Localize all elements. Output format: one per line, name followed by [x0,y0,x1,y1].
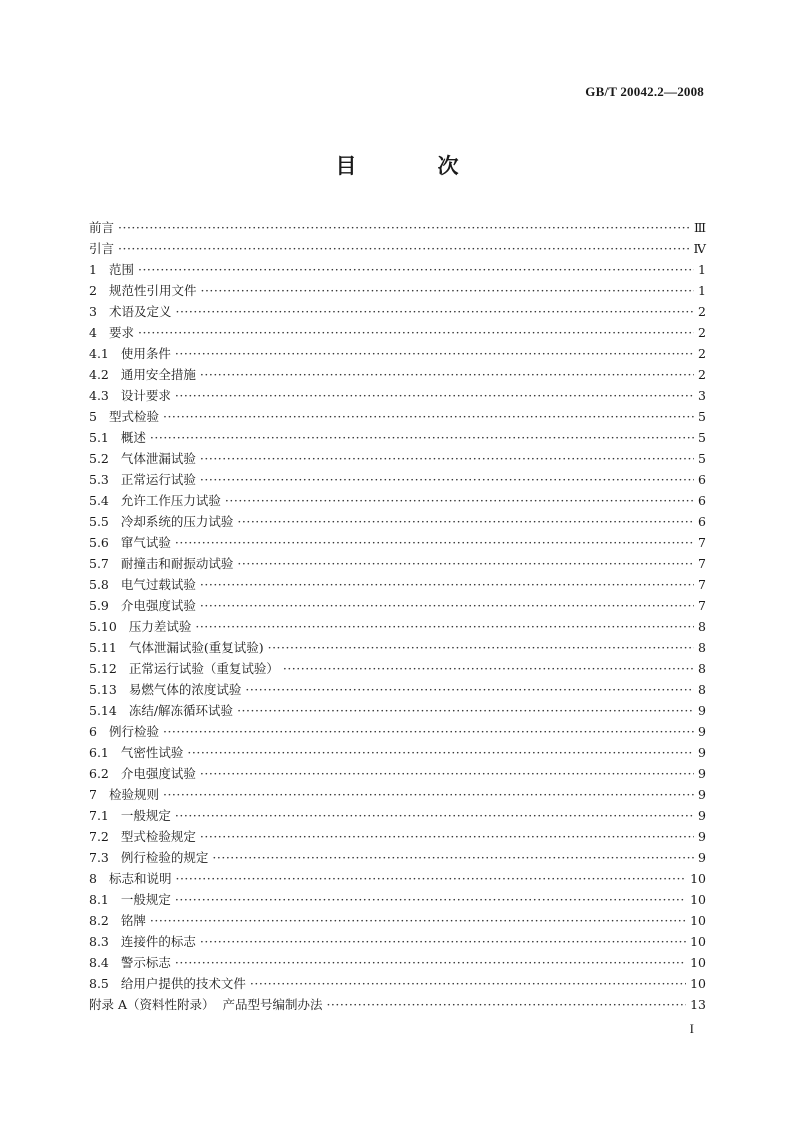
toc-entry[interactable] [89,532,706,553]
toc-entry[interactable] [89,259,706,280]
toc-leader-dots [163,721,694,742]
toc-leader-dots [245,679,694,700]
toc-entry-number: 8 [89,871,97,886]
toc-entry-number: 4.3 [89,388,109,403]
toc-entry-label: 气体泄漏试验(重复试验) [128,640,264,655]
standard-code: GB/T 20042.2—2008 [585,84,704,99]
toc-leader-dots [163,784,694,805]
toc-leader-dots [195,616,694,637]
toc-entry-page: 10 [690,955,706,970]
toc-entry[interactable] [89,490,706,511]
toc-entry-label: 正常运行试验（重复试验） [128,661,279,676]
toc-entry-label: 介电强度试验 [120,598,196,613]
toc-entry-number: 5.10 [89,619,117,634]
toc-entry-number: 5.7 [89,556,109,571]
toc-entry-label: 易燃气体的浓度试验 [128,682,242,697]
toc-entry[interactable] [89,742,706,763]
toc-entry-page: 9 [698,724,706,739]
toc-entry-number: 7.1 [89,808,109,823]
toc-leader-dots [175,343,694,364]
toc-entry-page: 3 [698,388,706,403]
toc-entry[interactable] [89,385,706,406]
toc-leader-dots [138,322,694,343]
toc-entry-page: 10 [690,976,706,991]
toc-entry[interactable] [89,427,706,448]
toc-entry-number: 7.2 [89,829,109,844]
toc-entry-number: 3 [89,304,97,319]
toc-entry-label: 介电强度试验 [120,766,196,781]
toc-entry-number: 5.11 [89,640,117,655]
toc-leader-dots [175,805,694,826]
toc-leader-dots [118,217,690,238]
toc-entry-label: 引言 [89,241,115,256]
toc-entry-page: 8 [698,619,706,634]
toc-entry[interactable] [89,721,706,742]
toc-entry[interactable] [89,931,706,952]
toc-leader-dots [200,448,694,469]
toc-entry-label: 附录 A（资料性附录） 产品型号编制办法 [89,997,323,1012]
toc-entry-number: 5.5 [89,514,109,529]
toc-entry[interactable] [89,406,706,427]
toc-entry-page: 1 [698,283,706,298]
toc-entry[interactable] [89,637,706,658]
toc-entry[interactable] [89,679,706,700]
toc-entry[interactable] [89,805,706,826]
toc-leader-dots [187,742,694,763]
toc-leader-dots [175,868,686,889]
toc-entry[interactable] [89,889,706,910]
toc-entry-number: 5.13 [89,682,117,697]
toc-entry-label: 型式检验规定 [120,829,196,844]
toc-entry-number: 7.3 [89,850,109,865]
toc-entry-page: 9 [698,787,706,802]
toc-entry[interactable] [89,217,706,238]
toc-entry-label: 概述 [120,430,146,445]
toc-entry-number: 4.1 [89,346,109,361]
toc-leader-dots [250,973,686,994]
toc-entry-number: 5.6 [89,535,109,550]
toc-entry-number: 5.12 [89,661,117,676]
toc-leader-dots [212,847,694,868]
toc-entry[interactable] [89,469,706,490]
toc-entry-label: 范围 [108,262,134,277]
toc-entry-number: 8.2 [89,913,109,928]
toc-entry-number: 5.1 [89,430,109,445]
toc-entry-number: 2 [89,283,97,298]
toc-entry[interactable] [89,847,706,868]
toc-entry-page: Ⅲ [693,220,706,235]
page-number: I [689,1021,694,1036]
toc-entry-number: 5.9 [89,598,109,613]
toc-entry-label: 使用条件 [120,346,171,361]
toc-leader-dots [150,910,686,931]
toc-leader-dots [237,511,694,532]
toc-entry-number: 8.4 [89,955,109,970]
toc-entry-number: 8.1 [89,892,109,907]
toc-entry-page: 2 [698,325,706,340]
toc-entry-number: 4.2 [89,367,109,382]
toc-entry-number: 5.8 [89,577,109,592]
toc-entry-number: 4 [89,325,97,340]
toc-entry[interactable] [89,343,706,364]
toc-leader-dots [150,427,694,448]
toc-entry[interactable] [89,301,706,322]
toc-leader-dots [200,364,694,385]
toc-entry-label: 冻结/解冻循环试验 [128,703,234,718]
toc-entry-label: 前言 [89,220,115,235]
toc-entry-page: 1 [698,262,706,277]
toc-entry-page: 7 [698,556,706,571]
toc-entry-page: 10 [690,871,706,886]
toc-entry[interactable] [89,616,706,637]
toc-entry-label: 连接件的标志 [120,934,196,949]
toc-leader-dots [175,952,686,973]
toc-leader-dots [200,469,694,490]
toc-entry[interactable] [89,238,706,259]
toc-leader-dots [200,595,694,616]
toc-entry-label: 例行检验的规定 [120,850,209,865]
toc-entry-label: 标志和说明 [108,871,172,886]
toc-leader-dots [200,763,694,784]
toc-entry-number: 8.5 [89,976,109,991]
toc-leader-dots [200,931,686,952]
toc-entry-number: 6.1 [89,745,109,760]
toc-entry-label: 通用安全措施 [120,367,196,382]
toc-entry-label: 检验规则 [108,787,159,802]
toc-entry-label: 型式检验 [108,409,159,424]
toc-entry-page: 9 [698,850,706,865]
toc-entry-label: 电气过载试验 [120,577,196,592]
toc-entry-number: 5 [89,409,97,424]
table-of-contents [89,217,706,1015]
toc-entry-page: 6 [698,493,706,508]
toc-entry[interactable] [89,994,706,1015]
toc-leader-dots [175,301,694,322]
toc-leader-dots [237,553,694,574]
toc-entry[interactable] [89,595,706,616]
toc-leader-dots [225,490,694,511]
toc-entry-page: 9 [698,703,706,718]
toc-entry-label: 铭牌 [120,913,146,928]
toc-entry-page: 10 [690,892,706,907]
toc-entry[interactable] [89,952,706,973]
toc-entry-number: 7 [89,787,97,802]
toc-leader-dots [175,385,694,406]
toc-entry[interactable] [89,700,706,721]
toc-entry[interactable] [89,280,706,301]
toc-leader-dots [138,259,694,280]
toc-entry-page: 5 [698,451,706,466]
toc-entry-page: 8 [698,640,706,655]
toc-entry-label: 设计要求 [120,388,171,403]
toc-entry[interactable] [89,322,706,343]
toc-entry[interactable] [89,763,706,784]
toc-entry-page: 9 [698,808,706,823]
toc-entry-page: 7 [698,577,706,592]
toc-entry-page: 7 [698,535,706,550]
toc-leader-dots [200,280,694,301]
toc-entry[interactable] [89,868,706,889]
toc-entry-label: 耐撞击和耐振动试验 [120,556,234,571]
toc-entry-page: 7 [698,598,706,613]
toc-entry-page: 5 [698,409,706,424]
toc-entry[interactable] [89,448,706,469]
toc-entry-label: 气体泄漏试验 [120,451,196,466]
toc-entry-label: 气密性试验 [120,745,184,760]
toc-entry-page: 13 [690,997,706,1012]
toc-leader-dots [237,700,694,721]
toc-leader-dots [283,658,694,679]
toc-leader-dots [175,532,694,553]
toc-entry-page: 6 [698,472,706,487]
toc-entry-page: Ⅳ [693,241,706,256]
toc-entry-number: 6 [89,724,97,739]
toc-entry-number: 8.3 [89,934,109,949]
toc-entry[interactable] [89,364,706,385]
toc-leader-dots [200,826,694,847]
toc-entry[interactable] [89,511,706,532]
toc-entry[interactable] [89,973,706,994]
toc-entry-page: 9 [698,745,706,760]
toc-entry-page: 2 [698,346,706,361]
toc-entry-label: 术语及定义 [108,304,172,319]
toc-entry-page: 9 [698,766,706,781]
toc-entry-label: 一般规定 [120,892,171,907]
toc-leader-dots [175,889,686,910]
toc-entry-page: 8 [698,661,706,676]
toc-entry[interactable] [89,553,706,574]
toc-entry[interactable] [89,574,706,595]
toc-entry-page: 6 [698,514,706,529]
toc-entry-label: 例行检验 [108,724,159,739]
toc-entry-label: 允许工作压力试验 [120,493,221,508]
toc-entry-page: 5 [698,430,706,445]
toc-entry-label: 正常运行试验 [120,472,196,487]
page-title: 目 次 [335,153,489,178]
toc-entry-number: 5.3 [89,472,109,487]
toc-leader-dots [326,994,686,1015]
toc-entry[interactable] [89,784,706,805]
toc-entry-label: 冷却系统的压力试验 [120,514,234,529]
toc-leader-dots [268,637,694,658]
toc-entry-label: 一般规定 [120,808,171,823]
toc-entry-page: 10 [690,913,706,928]
toc-leader-dots [200,574,694,595]
toc-entry-label: 警示标志 [120,955,171,970]
toc-entry-page: 9 [698,829,706,844]
toc-entry-label: 要求 [108,325,134,340]
toc-entry-number: 1 [89,262,97,277]
toc-entry-number: 6.2 [89,766,109,781]
toc-entry-label: 压力差试验 [128,619,192,634]
toc-entry[interactable] [89,910,706,931]
toc-entry-number: 5.4 [89,493,109,508]
toc-entry[interactable] [89,658,706,679]
toc-leader-dots [163,406,694,427]
toc-entry-number: 5.14 [89,703,117,718]
toc-entry-page: 8 [698,682,706,697]
toc-entry[interactable] [89,826,706,847]
toc-leader-dots [118,238,689,259]
toc-entry-page: 10 [690,934,706,949]
toc-entry-label: 规范性引用文件 [108,283,197,298]
toc-entry-label: 给用户提供的技术文件 [120,976,246,991]
toc-entry-page: 2 [698,367,706,382]
toc-entry-label: 窜气试验 [120,535,171,550]
toc-entry-page: 2 [698,304,706,319]
toc-entry-number: 5.2 [89,451,109,466]
